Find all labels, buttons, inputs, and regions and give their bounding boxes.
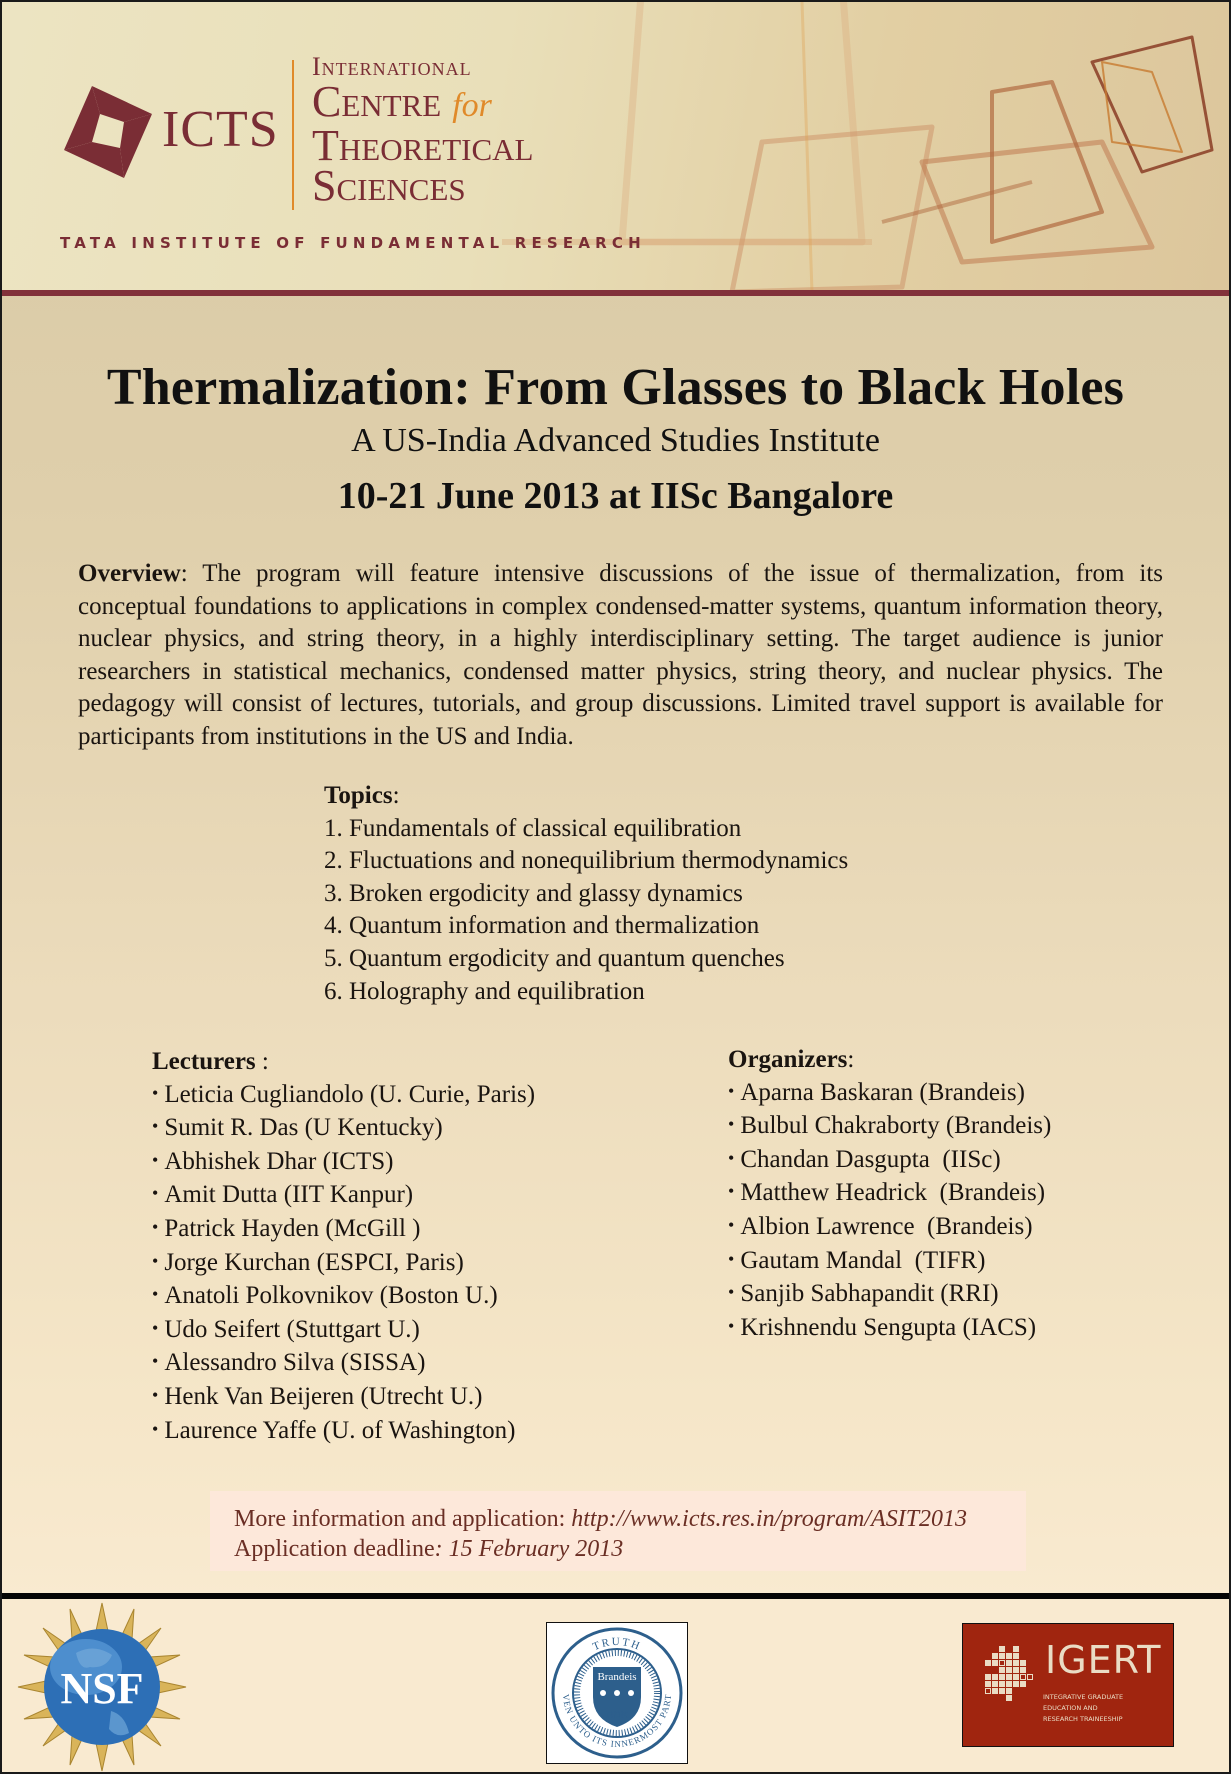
topic-item: 4. Quantum information and thermalization (324, 912, 760, 940)
igert-sub-line: INTEGRATIVE GRADUATE (1043, 1693, 1124, 1701)
igert-sub-line: EDUCATION AND (1043, 1704, 1098, 1712)
page-subtitle: A US-India Advanced Studies Institute (351, 422, 880, 459)
organizers-colon: : (847, 1046, 855, 1073)
lecturer-item: • Anatoli Polkovnikov (Boston U.) (152, 1280, 535, 1314)
nsf-text: NSF (60, 1664, 144, 1713)
igert-logo (962, 1623, 1174, 1747)
overview-label: Overview (78, 560, 181, 587)
organizer-item: • Chandan Dasgupta (IISc) (728, 1144, 1051, 1178)
organizers-section (728, 1044, 1051, 1345)
application-info-box (210, 1491, 1026, 1571)
topic-item: 6. Holography and equilibration (324, 977, 645, 1005)
icts-logo-icon (62, 86, 154, 178)
lecturer-item: • Leticia Cugliandolo (U. Curie, Paris) (152, 1079, 535, 1113)
lecturers-section (152, 1046, 535, 1448)
igert-sub-line: RESEARCH TRAINEESHIP (1043, 1715, 1123, 1723)
org-line-sciences: Sciences (312, 161, 466, 210)
organizer-item: • Gautam Mandal (TIFR) (728, 1245, 1051, 1279)
seal-hebrew-text: אמת (606, 1707, 628, 1721)
icts-full-name (312, 52, 534, 210)
topics-colon: : (392, 782, 400, 809)
igert-subtitle (1043, 1692, 1123, 1725)
lecturer-item: • Laurence Yaffe (U. of Washington) (152, 1415, 535, 1449)
lecturer-item: • Abhishek Dhar (ICTS) (152, 1146, 535, 1180)
overview-text: : The program will feature intensive discussions of the issue of thermalization, from its conceptual foundations to applications in complex condensed-matter systems, quantum information theory, nuclear physics, and string theory, in a highly interdisciplinary setting. The target audience is junior researchers in statistical mechanics, condensed matter physics, string theory, and nuclear physics. The pedagogy will consist of lectures, tutorials, and group discussions. Limited travel support is available for participants from institutions in the US and India. (78, 560, 1163, 750)
deadline-line (234, 1534, 1026, 1564)
organizer-item: • Krishnendu Sengupta (IACS) (728, 1312, 1051, 1346)
banner-divider-bar (2, 290, 1229, 296)
nsf-logo-icon (16, 1601, 188, 1772)
topics-label: Topics (324, 782, 393, 809)
lecturers-colon: : (255, 1048, 269, 1075)
overview-paragraph (78, 558, 1163, 753)
event-dates: 10-21 June 2013 at IISc Bangalore (337, 475, 894, 517)
lecturer-item: • Jorge Kurchan (ESPCI, Paris) (152, 1247, 535, 1281)
organizers-label: Organizers (728, 1046, 848, 1073)
topics-section (324, 780, 848, 1008)
svg-text:TRUTH (591, 1636, 643, 1653)
page-title: Thermalization: From Glasses to Black Holes (106, 359, 1125, 416)
seal-top-text: TRUTH (590, 1635, 643, 1654)
lecturer-item: • Udo Seifert (Stuttgart U.) (152, 1314, 535, 1348)
parent-org-name: TATA INSTITUTE OF FUNDAMENTAL RESEARCH (60, 234, 646, 252)
poster-page (2, 2, 1229, 1772)
organizer-item: • Aparna Baskaran (Brandeis) (728, 1077, 1051, 1111)
lecturers-heading (152, 1046, 535, 1079)
icts-logo-text: ICTS (162, 101, 279, 158)
topic-item: 1. Fundamentals of classical equilibration (324, 814, 742, 842)
program-url-link[interactable]: http://www.icts.res.in/program/ASIT2013 (571, 1506, 968, 1532)
lecturer-item: • Alessandro Silva (SISSA) (152, 1347, 535, 1381)
org-line-theoretical: Theoretical (312, 121, 534, 170)
organizer-item: • Albion Lawrence (Brandeis) (728, 1211, 1051, 1245)
topics-heading (324, 780, 848, 813)
icts-banner (2, 2, 1229, 292)
org-for-text: for (452, 87, 492, 124)
logo-divider (292, 60, 294, 210)
topic-item: 2. Fluctuations and nonequilibrium thermodynamics (324, 847, 849, 875)
topic-item: 5. Quantum ergodicity and quantum quenches (324, 944, 785, 972)
lecturer-item: • Henk Van Beijeren (Utrecht U.) (152, 1381, 535, 1415)
org-line-centre (312, 77, 533, 126)
brandeis-seal (546, 1622, 688, 1764)
seal-shield-text: Brandeis (597, 1671, 637, 1683)
lecturer-item: • Patrick Hayden (McGill ) (152, 1213, 535, 1247)
organizers-heading (728, 1044, 1051, 1077)
lecturer-item: • Amit Dutta (IIT Kanpur) (152, 1179, 535, 1213)
lecturers-label: Lecturers (152, 1048, 256, 1075)
more-info-label: More information and application: (234, 1506, 572, 1532)
organizer-item: • Sanjib Sabhapandit (RRI) (728, 1278, 1051, 1312)
igert-name: IGERT (1045, 1638, 1162, 1682)
sponsor-footer (2, 1599, 1229, 1772)
more-info-line (234, 1504, 1026, 1534)
topic-item: 3. Broken ergodicity and glassy dynamics (324, 879, 743, 907)
brandeis-seal-icon (547, 1623, 687, 1763)
organizer-item: • Matthew Headrick (Brandeis) (728, 1177, 1051, 1211)
org-line-international: International (312, 52, 472, 81)
deadline-label: Application deadline (234, 1536, 435, 1562)
igert-pixel-icon (985, 1646, 1045, 1726)
deadline-value: : 15 February 2013 (434, 1536, 624, 1562)
seal-ring-text: VEN UNTO ITS INNERMOST PART (560, 1693, 674, 1750)
organizer-item: • Bulbul Chakraborty (Brandeis) (728, 1110, 1051, 1144)
lecturer-item: • Sumit R. Das (U Kentucky) (152, 1112, 535, 1146)
org-centre-text: Centre (312, 77, 442, 126)
